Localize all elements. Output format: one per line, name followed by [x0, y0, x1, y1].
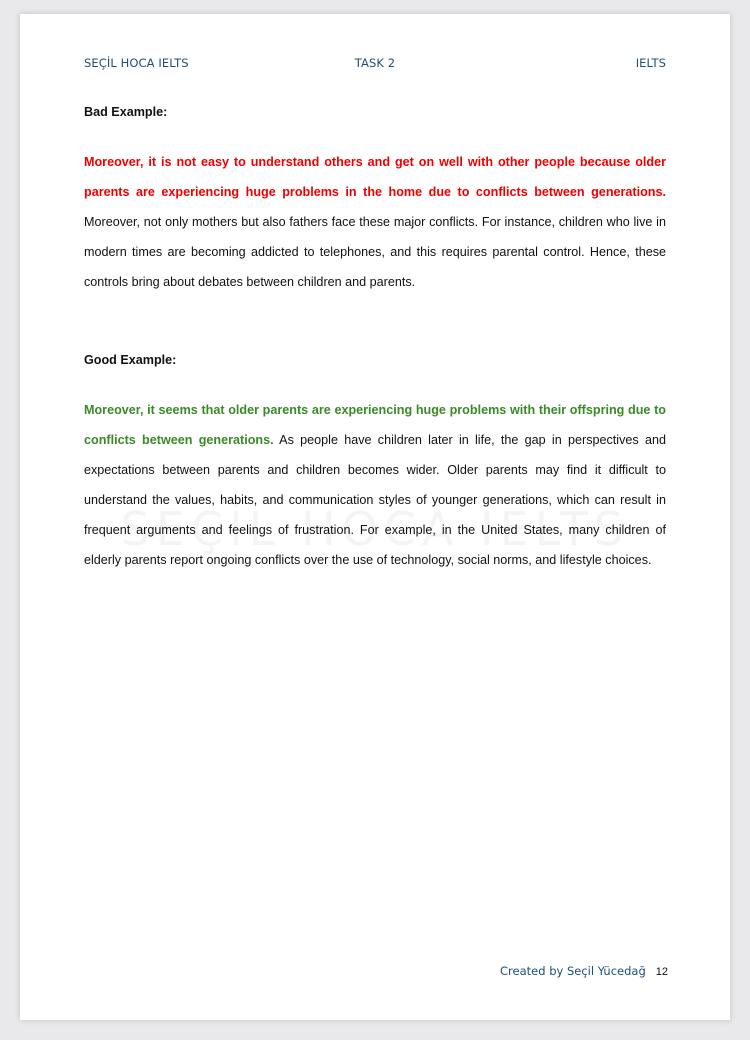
bad-example-label: Bad Example:	[84, 105, 168, 119]
page-number: 12	[655, 966, 668, 978]
good-example-topic-sentence: Moreover, it seems that older parents are experiencing huge problems with their offspring due to conflicts between generations.	[84, 403, 666, 447]
page-content	[84, 102, 666, 575]
page-footer	[500, 964, 668, 978]
good-example-body: As people have children later in life, the gap in perspectives and expectations between parents and children becomes wider. Older parents may find it difficult to understand the values, habits, and communication styles of younger generations, which can result in frequent arguments and feelings of frustration. For example, in the United States, many children of elderly parents report ongoing conflicts over the use of technology, social norms, and lifestyle choices.	[84, 433, 666, 567]
good-example-paragraph	[84, 395, 666, 575]
document-page	[20, 14, 730, 1020]
bad-example-paragraph	[84, 147, 666, 297]
bad-example-body: Moreover, not only mothers but also fathers face these major conflicts. For instance, children who live in modern times are becoming addicted to telephones, and this requires parental control. Hence, these controls bring about debates between children and parents.	[84, 215, 666, 289]
footer-credit: Created by Seçil Yücedağ	[500, 964, 646, 978]
page-header	[84, 56, 666, 74]
good-example-label: Good Example:	[84, 353, 177, 367]
bad-example-topic-sentence: Moreover, it is not easy to understand others and get on well with other people because older parents are experiencing huge problems in the home due to conflicts between generations.	[84, 155, 666, 199]
header-center-text: TASK 2	[354, 56, 396, 70]
header-right-text: IELTS	[635, 56, 666, 70]
header-left-text: SEÇİL HOCA IELTS	[84, 56, 189, 70]
